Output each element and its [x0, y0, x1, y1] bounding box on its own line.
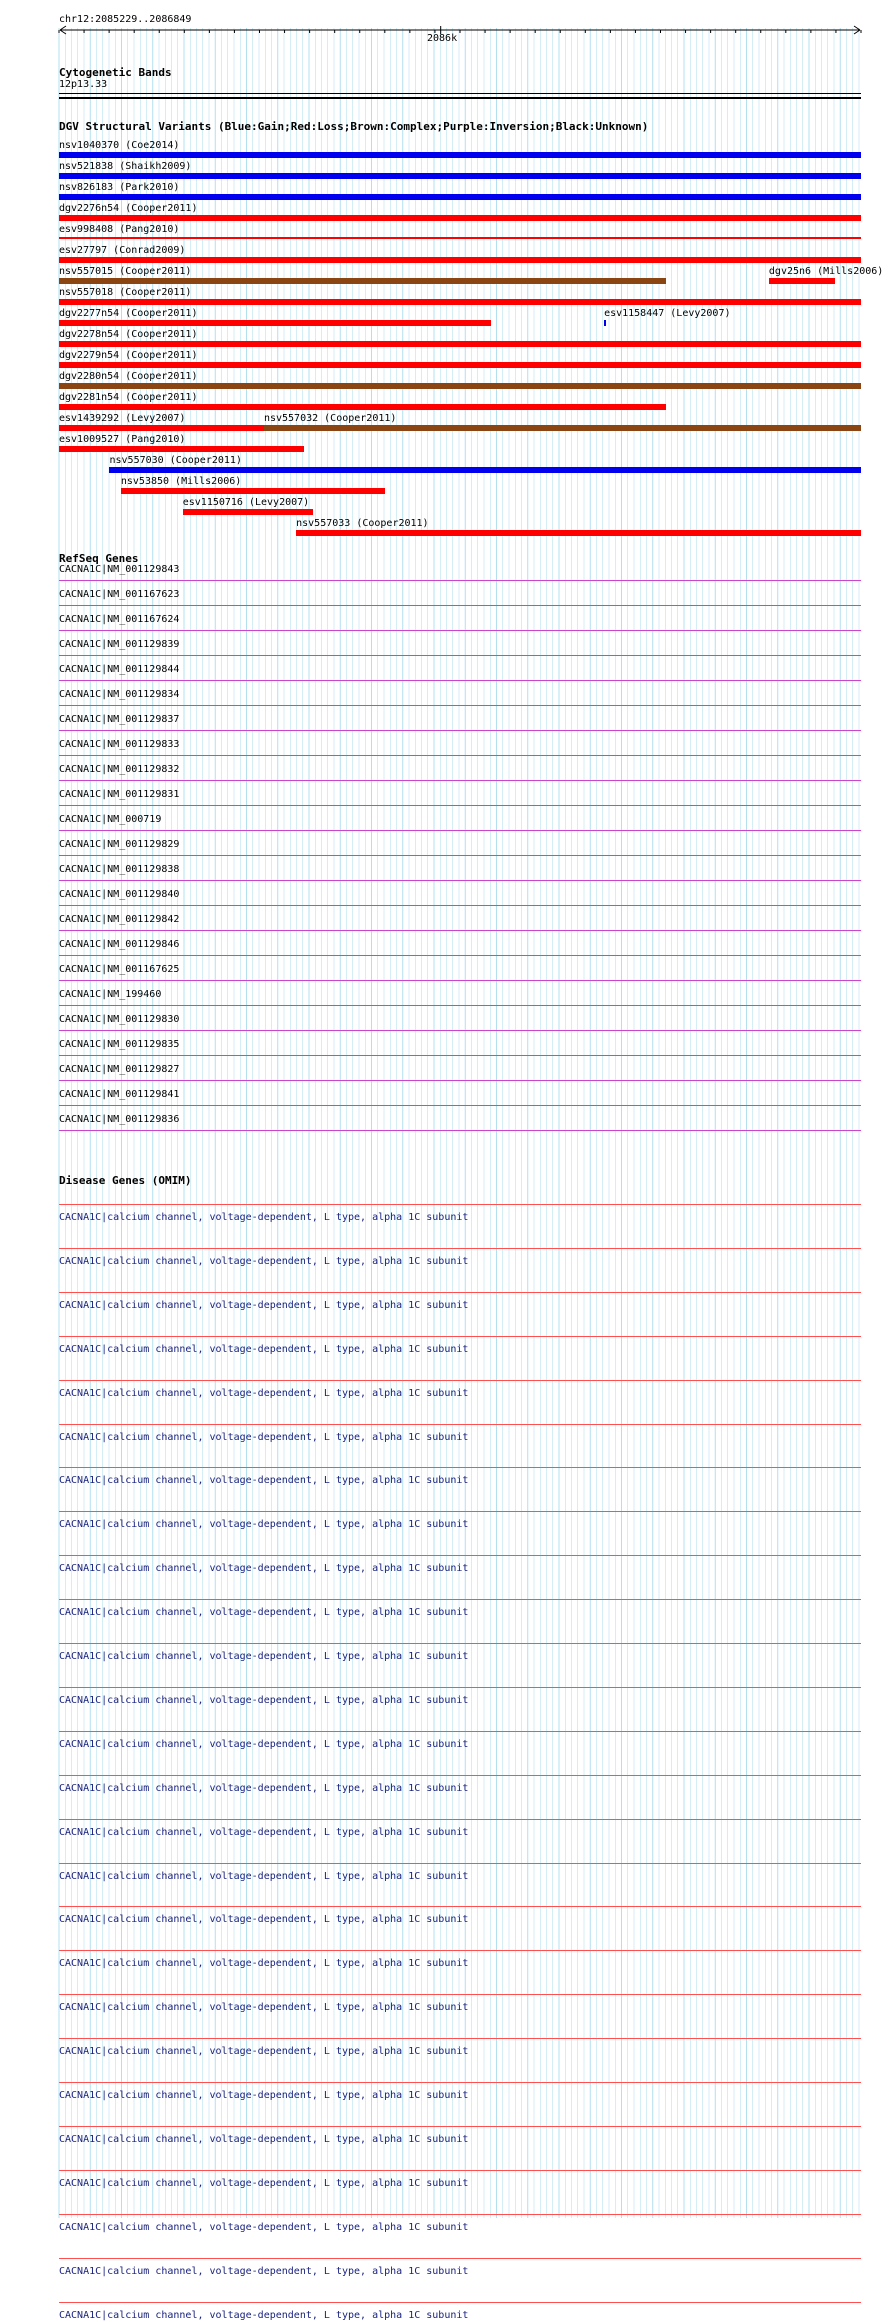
refseq-gene-line[interactable]: [59, 830, 861, 831]
omim-entry-label: CACNA1C|calcium channel, voltage-dependent, L type, alpha 1C subunit: [59, 1914, 469, 1926]
omim-entry-label: CACNA1C|calcium channel, voltage-dependent, L type, alpha 1C subunit: [59, 1607, 469, 1619]
omim-entry-label: CACNA1C|calcium channel, voltage-dependent, L type, alpha 1C subunit: [59, 1343, 469, 1355]
refseq-gene-label: CACNA1C|NM_001129842: [59, 914, 180, 925]
omim-entry-label: CACNA1C|calcium channel, voltage-dependent, L type, alpha 1C subunit: [59, 2265, 469, 2277]
omim-entry-label: CACNA1C|calcium channel, voltage-dependent, L type, alpha 1C subunit: [59, 1651, 469, 1662]
omim-entry-line[interactable]: [59, 2082, 861, 2083]
refseq-gene-line[interactable]: [59, 980, 861, 981]
dgv-feature-bar[interactable]: [769, 278, 835, 284]
omim-entry-label: CACNA1C|calcium channel, voltage-dependent, L type, alpha 1C subunit: [59, 1475, 469, 1487]
omim-entry-line[interactable]: [59, 1336, 861, 1337]
refseq-gene-label: CACNA1C|NM_001129832: [59, 764, 180, 775]
omim-entry-label: CACNA1C|calcium channel, voltage-dependent, L type, alpha 1C subunit: [59, 2221, 469, 2233]
dgv-feature-bar[interactable]: [59, 341, 861, 347]
refseq-gene-label: CACNA1C|NM_001167625: [59, 964, 180, 975]
refseq-gene-label: CACNA1C|NM_001129834: [59, 689, 180, 700]
refseq-gene-line[interactable]: [59, 780, 861, 781]
refseq-gene-line[interactable]: [59, 1005, 861, 1006]
dgv-feature-label: nsv557030 (Cooper2011): [109, 455, 242, 466]
dgv-feature-label: esv1158447 (Levy2007): [604, 308, 731, 319]
refseq-gene-line[interactable]: [59, 930, 861, 931]
omim-entry-line[interactable]: [59, 2302, 861, 2303]
omim-entry-line[interactable]: [59, 1424, 861, 1425]
omim-entry-label: CACNA1C|calcium channel, voltage-dependent, L type, alpha 1C subunit: [59, 1870, 469, 1882]
dgv-feature-bar[interactable]: [604, 320, 606, 326]
omim-entry-line[interactable]: [59, 1380, 861, 1381]
omim-entry-label: CACNA1C|calcium channel, voltage-dependent, L type, alpha 1C subunit: [59, 1299, 469, 1311]
omim-entry-line[interactable]: [59, 2126, 861, 2127]
refseq-gene-label: CACNA1C|NM_001129829: [59, 839, 180, 850]
refseq-gene-line[interactable]: [59, 580, 861, 581]
dgv-feature-bar[interactable]: [59, 257, 861, 263]
dgv-feature-bar[interactable]: [59, 194, 861, 200]
omim-entry-label: CACNA1C|calcium channel, voltage-dependent, L type, alpha 1C subunit: [59, 1387, 469, 1399]
dgv-feature-bar[interactable]: [264, 425, 861, 431]
refseq-gene-label: CACNA1C|NM_001129841: [59, 1089, 180, 1100]
dgv-feature-bar[interactable]: [59, 320, 491, 326]
refseq-gene-line[interactable]: [59, 1030, 861, 1031]
dgv-feature-label: esv1150716 (Levy2007): [182, 497, 310, 508]
dgv-feature-bar[interactable]: [59, 383, 861, 389]
omim-entry-line[interactable]: [59, 1950, 861, 1951]
dgv-feature-label: dgv2277n54 (Cooper2011): [59, 308, 198, 319]
omim-entry-label: CACNA1C|calcium channel, voltage-dependent, L type, alpha 1C subunit: [59, 1782, 469, 1794]
omim-entry-line[interactable]: [59, 1643, 861, 1644]
omim-entry-label: CACNA1C|calcium channel, voltage-dependent, L type, alpha 1C subunit: [59, 1826, 469, 1838]
omim-entry-line[interactable]: [59, 1687, 861, 1688]
refseq-gene-line[interactable]: [59, 1105, 861, 1106]
omim-entry-line[interactable]: [59, 1467, 861, 1468]
refseq-gene-line[interactable]: [59, 655, 861, 656]
omim-entry-line[interactable]: [59, 1994, 861, 1995]
dgv-feature-label: nsv826183 (Park2010): [59, 182, 180, 193]
position-label: chr12:2085229..2086849: [59, 14, 192, 25]
dgv-feature-label: dgv2281n54 (Cooper2011): [59, 392, 198, 403]
refseq-gene-label: CACNA1C|NM_001129840: [59, 889, 180, 900]
omim-entry-label: CACNA1C|calcium channel, voltage-dependent, L type, alpha 1C subunit: [59, 1563, 469, 1575]
omim-entry-line[interactable]: [59, 1204, 861, 1205]
dgv-feature-label: nsv521838 (Shaikh2009): [59, 161, 192, 172]
omim-entry-line[interactable]: [59, 1819, 861, 1820]
ruler-center-label: 2086k: [427, 33, 458, 44]
dgv-feature-label: nsv1040370 (Coe2014): [59, 140, 180, 151]
omim-entry-line[interactable]: [59, 1863, 861, 1864]
refseq-gene-line[interactable]: [59, 805, 861, 806]
dgv-feature-label: nsv557018 (Cooper2011): [59, 287, 192, 298]
dgv-feature-bar[interactable]: [109, 467, 861, 473]
omim-entry-label: CACNA1C|calcium channel, voltage-dependent, L type, alpha 1C subunit: [59, 2090, 469, 2101]
cytoband-line-bottom: [59, 97, 861, 99]
omim-track-title: Disease Genes (OMIM): [59, 1174, 192, 1187]
refseq-gene-label: CACNA1C|NM_001129839: [59, 639, 180, 650]
refseq-gene-line[interactable]: [59, 680, 861, 681]
cytobands-track-title: Cytogenetic Bands: [59, 66, 172, 79]
omim-entry-line[interactable]: [59, 2170, 861, 2171]
omim-entry-label: CACNA1C|calcium channel, voltage-dependent, L type, alpha 1C subunit: [59, 1431, 469, 1443]
omim-entry-line[interactable]: [59, 2038, 861, 2039]
refseq-gene-label: CACNA1C|NM_001129837: [59, 714, 180, 725]
dgv-feature-label: nsv53850 (Mills2006): [120, 476, 242, 487]
cytoband-label[interactable]: 12p13.33: [59, 79, 108, 90]
omim-entry-label: CACNA1C|calcium channel, voltage-dependent, L type, alpha 1C subunit: [59, 2133, 469, 2145]
omim-entry-label: CACNA1C|calcium channel, voltage-dependent, L type, alpha 1C subunit: [59, 1694, 469, 1706]
dgv-feature-label: nsv557015 (Cooper2011): [59, 266, 192, 277]
refseq-gene-line[interactable]: [59, 1080, 861, 1081]
dgv-feature-bar[interactable]: [121, 488, 385, 494]
dgv-feature-bar[interactable]: [59, 278, 666, 284]
refseq-gene-label: CACNA1C|NM_001129833: [59, 739, 180, 750]
dgv-feature-label: dgv2278n54 (Cooper2011): [59, 329, 198, 340]
omim-entry-label: CACNA1C|calcium channel, voltage-dependent, L type, alpha 1C subunit: [59, 2046, 469, 2058]
refseq-gene-line[interactable]: [59, 630, 861, 631]
omim-entry-line[interactable]: [59, 2214, 861, 2215]
omim-entry-line[interactable]: [59, 1555, 861, 1556]
dgv-feature-bar[interactable]: [59, 299, 861, 305]
refseq-gene-label: CACNA1C|NM_001167623: [59, 589, 180, 600]
dgv-feature-bar[interactable]: [59, 152, 861, 158]
omim-entry-line[interactable]: [59, 1906, 861, 1907]
omim-entry-label: CACNA1C|calcium channel, voltage-dependent, L type, alpha 1C subunit: [59, 1519, 469, 1531]
omim-entry-line[interactable]: [59, 1292, 861, 1293]
refseq-gene-label: CACNA1C|NM_199460: [59, 989, 162, 1000]
ruler[interactable]: [0, 0, 890, 60]
refseq-gene-line[interactable]: [59, 905, 861, 906]
dgv-feature-label: esv998408 (Pang2010): [59, 224, 180, 235]
dgv-feature-bar[interactable]: [183, 509, 314, 515]
dgv-feature-bar[interactable]: [59, 446, 304, 452]
refseq-gene-line[interactable]: [59, 955, 861, 956]
refseq-gene-line[interactable]: [59, 755, 861, 756]
refseq-gene-label: CACNA1C|NM_001129835: [59, 1039, 180, 1050]
dgv-feature-bar[interactable]: [59, 404, 666, 410]
refseq-gene-label: CACNA1C|NM_001129846: [59, 939, 180, 950]
refseq-gene-label: CACNA1C|NM_001129838: [59, 864, 180, 875]
cytoband-line-top: [59, 93, 861, 94]
dgv-feature-label: dgv2280n54 (Cooper2011): [59, 371, 198, 382]
refseq-gene-line[interactable]: [59, 855, 861, 856]
dgv-feature-bar[interactable]: [59, 173, 861, 179]
refseq-gene-label: CACNA1C|NM_000719: [59, 814, 162, 825]
dgv-feature-label: dgv25n6 (Mills2006): [768, 266, 884, 277]
refseq-gene-line[interactable]: [59, 730, 861, 731]
dgv-feature-label: esv27797 (Conrad2009): [59, 245, 186, 256]
dgv-feature-bar[interactable]: [296, 530, 861, 536]
dgv-feature-label: dgv2276n54 (Cooper2011): [59, 203, 198, 214]
refseq-gene-label: CACNA1C|NM_001167624: [59, 614, 180, 625]
omim-entry-label: CACNA1C|calcium channel, voltage-dependent, L type, alpha 1C subunit: [59, 1738, 469, 1750]
dgv-feature-bar[interactable]: [59, 237, 861, 239]
omim-entry-line[interactable]: [59, 2258, 861, 2259]
dgv-feature-bar[interactable]: [59, 215, 861, 221]
dgv-feature-label: nsv557033 (Cooper2011): [296, 518, 429, 529]
refseq-gene-label: CACNA1C|NM_001129831: [59, 789, 180, 800]
refseq-gene-line[interactable]: [59, 1055, 861, 1056]
omim-entry-label: CACNA1C|calcium channel, voltage-dependent, L type, alpha 1C subunit: [59, 1958, 469, 1970]
dgv-feature-label: esv1439292 (Levy2007): [59, 413, 186, 424]
refseq-gene-line[interactable]: [59, 1130, 861, 1131]
dgv-track-title: DGV Structural Variants (Blue:Gain;Red:Loss;Brown:Complex;Purple:Inversion;Black:Unknown): [59, 120, 649, 133]
dgv-feature-label: esv1009527 (Pang2010): [59, 434, 186, 445]
omim-entry-label: CACNA1C|calcium channel, voltage-dependent, L type, alpha 1C subunit: [59, 1255, 469, 1267]
dgv-feature-label: nsv557032 (Cooper2011): [263, 413, 397, 424]
omim-entry-label: CACNA1C|calcium channel, voltage-dependent, L type, alpha 1C subunit: [59, 2309, 469, 2321]
dgv-feature-bar[interactable]: [59, 425, 264, 431]
refseq-gene-label: CACNA1C|NM_001129843: [59, 564, 180, 575]
omim-entry-line[interactable]: [59, 1775, 861, 1776]
refseq-gene-line[interactable]: [59, 880, 861, 881]
omim-entry-line[interactable]: [59, 1248, 861, 1249]
omim-entry-line[interactable]: [59, 1731, 861, 1732]
omim-entry-label: CACNA1C|calcium channel, voltage-dependent, L type, alpha 1C subunit: [59, 2002, 469, 2014]
refseq-gene-line[interactable]: [59, 605, 861, 606]
refseq-gene-label: CACNA1C|NM_001129830: [59, 1014, 180, 1025]
omim-entry-label: CACNA1C|calcium channel, voltage-dependent, L type, alpha 1C subunit: [59, 1212, 469, 1223]
refseq-gene-line[interactable]: [59, 705, 861, 706]
dgv-feature-bar[interactable]: [59, 362, 861, 368]
refseq-gene-label: CACNA1C|NM_001129836: [59, 1114, 180, 1125]
omim-entry-line[interactable]: [59, 1599, 861, 1600]
refseq-gene-label: CACNA1C|NM_001129827: [59, 1064, 180, 1075]
omim-entry-line[interactable]: [59, 1511, 861, 1512]
refseq-track-title: RefSeq Genes: [59, 552, 139, 565]
dgv-feature-label: dgv2279n54 (Cooper2011): [59, 350, 198, 361]
refseq-gene-label: CACNA1C|NM_001129844: [59, 664, 180, 675]
omim-entry-label: CACNA1C|calcium channel, voltage-dependent, L type, alpha 1C subunit: [59, 2177, 469, 2189]
